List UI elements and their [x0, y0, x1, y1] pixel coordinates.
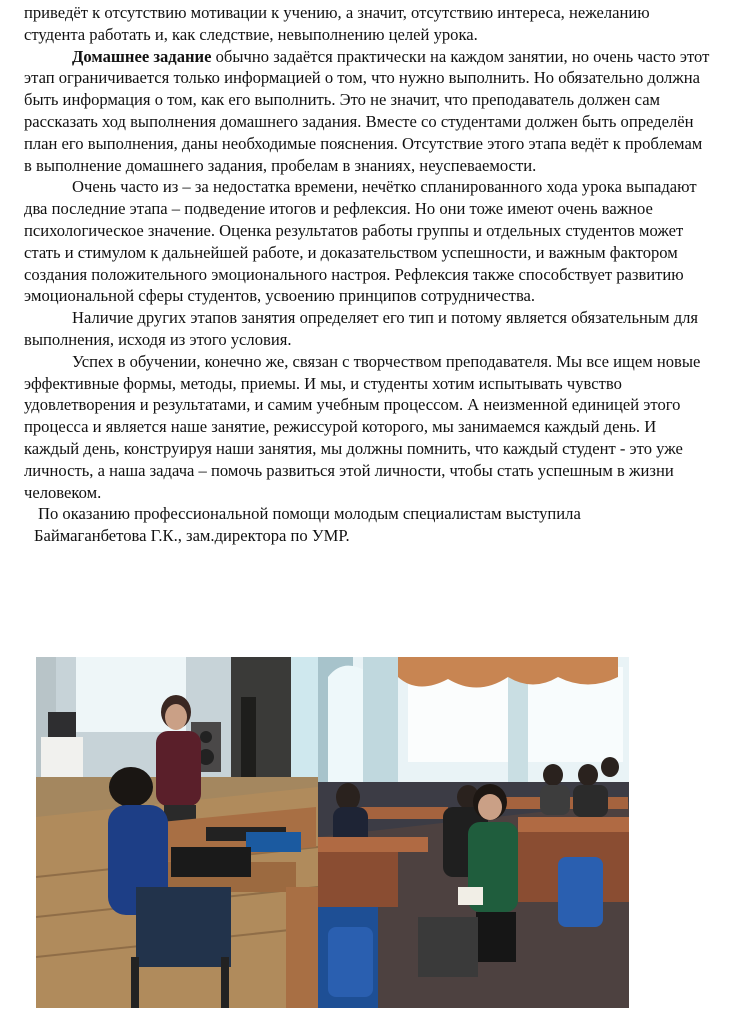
paragraph-homework: [24, 46, 714, 177]
photo-audience: [318, 657, 629, 1008]
photo-audience-image: [318, 657, 629, 1008]
photo-speaker-image: [36, 657, 318, 1008]
paragraph-success: Успех в обучении, конечно же, связан с творчеством преподавателя. Мы все ищем новые эффективные формы, методы, приемы. И мы, и студенты хотим испытывать чувство удовлетворения и результатами, и самим учебным процессом. А неизменной единицей этого процесса и является наше занятие, режиссурой которого, мы занимаемся каждый день. И каждый день, конструируя наши занятия, мы должны помнить, что каждый студент - это уже личность, а наша задача – помочь развиться этой личности, чтобы стать успешным в жизни человеком.: [24, 351, 701, 502]
homework-body: обычно задаётся практически на каждом занятии, но очень часто этот этап ограничивается только информацией о том, что нужно выполнить. Но обязательно должна быть информация о том, как его выполнить. Это не значит, что преподаватель должен сам рассказать ход выполнения домашнего задания. Вместе со студентами должен быть определён план его выполнения, даны необходимые пояснения. Отсутствие этого этапа ведёт к проблемам в выполнение домашнего задания, пробелам в знаниях, неуспеваемости.: [24, 46, 710, 175]
photo-speaker: [36, 657, 318, 1008]
paragraph-speaker: По оказанию профессиональной помощи молодым специалистам выступила: [38, 504, 581, 524]
paragraph-stages: Наличие других этапов занятия определяет его тип и потому является обязательным для выполнения, исходя из этого условия.: [24, 308, 699, 349]
speaker-signature: Баймаганбетова Г.К., зам.директора по УМР.: [34, 526, 350, 546]
article-text: [24, 2, 714, 547]
paragraph-reflection: Очень часто из – за недостатка времени, нечётко спланированного хода урока выпадают два последние этапа – подведение итогов и рефлексия. Но они тоже имеют очень важное психологическое значение. Оценка результатов работы группы и отдельных студентов может стать и стимулом к дальнейшей работе, и доказательством успешности, и важным фактором создания положительного эмоционального настроя. Рефлексия также способствует развитию эмоциональной сферы студентов, усвоению принципов сотрудничества.: [24, 177, 697, 306]
homework-term: Домашнее задание: [72, 46, 212, 66]
paragraph-intro: приведёт к отсутствию мотивации к учению, а значит, отсутствию интереса, нежеланию студента работать и, как следствие, невыполнению целей урока.: [24, 3, 650, 44]
